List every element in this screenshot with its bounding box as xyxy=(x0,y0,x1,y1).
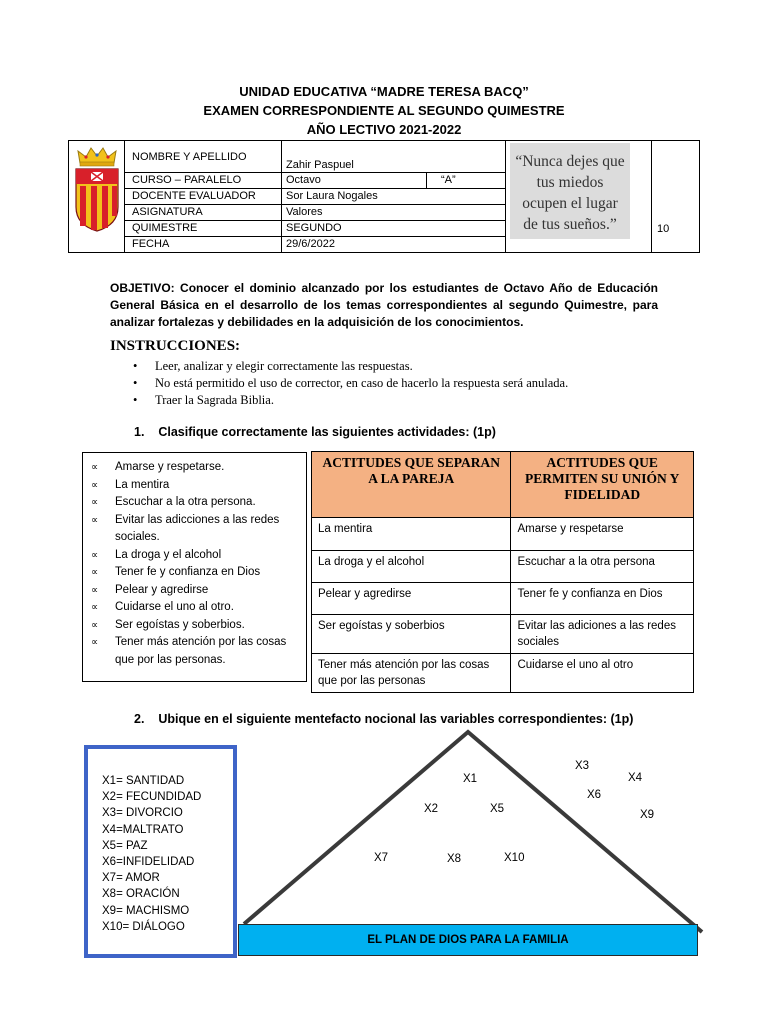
question-1-title: 1. Clasifique correctamente las siguientes actividades: (1p) xyxy=(134,425,496,439)
activity-text: Evitar las adicciones a las redes sociales. xyxy=(115,513,280,543)
variable-item: X2= FECUNDIDAD xyxy=(102,791,202,804)
table-cell: Tener fe y confianza en Dios xyxy=(511,583,694,615)
activity-text: Pelear y agredirse xyxy=(115,583,209,596)
activity-text: Amarse y respetarse. xyxy=(115,461,225,473)
bullet-icon: ∝ xyxy=(91,479,99,491)
score-value: 10 xyxy=(657,223,670,235)
placed-variable: X3 xyxy=(575,760,590,772)
header-separate-couple: ACTITUDES QUE SEPARAN A LA PAREJA xyxy=(312,452,511,518)
label-nombre: NOMBRE Y APELLIDO xyxy=(132,151,247,163)
bullet-icon: ∝ xyxy=(91,462,99,473)
school-name: UNIDAD EDUCATIVA “MADRE TERESA BACQ” xyxy=(239,84,529,99)
instruction-item: • No está permitido el uso de corrector, en caso de hacerlo la respuesta será anulada. xyxy=(133,375,568,392)
activity-text: Tener más atención por las cosas que por las personas. xyxy=(115,636,287,666)
table-cell: Amarse y respetarse xyxy=(511,518,694,551)
activity-text: La droga y el alcohol xyxy=(115,548,222,561)
table-cell: Evitar las adiciones a las redes sociales xyxy=(511,615,694,654)
variable-item: X5= PAZ xyxy=(102,839,148,852)
quimestre-value: SEGUNDO xyxy=(286,222,342,234)
subject-value: Valores xyxy=(286,206,323,218)
activity-text: Ser egoístas y soberbios. xyxy=(115,618,245,631)
placed-variable: X1 xyxy=(463,773,478,785)
bullet-icon: ∝ xyxy=(91,567,99,578)
label-curso: CURSO – PARALELO xyxy=(132,174,242,186)
bullet-icon: ∝ xyxy=(91,637,99,648)
bullet-icon: ∝ xyxy=(91,584,99,596)
parallel-value: “A” xyxy=(441,174,456,186)
instructions-title: INSTRUCCIONES: xyxy=(110,338,241,354)
table-cell: La droga y el alcohol xyxy=(312,551,511,583)
variable-item: X7= AMOR xyxy=(102,872,160,885)
quote-line: de tus sueños.” xyxy=(523,216,617,233)
quote-line: ocupen el lugar xyxy=(522,195,618,212)
label-quimestre: QUIMESTRE xyxy=(132,222,198,234)
table-cell: Cuidarse el uno al otro xyxy=(511,654,694,693)
objective-paragraph: OBJETIVO: Conocer el dominio alcanzado por los estudiantes de Octavo Año de Educación General Básica en el desarrollo de los temas correspondientes al segundo Quimestre, para analizar fortalezas y debilidades en la adquisición de los conocimientos. xyxy=(110,281,658,329)
school-year: AÑO LECTIVO 2021-2022 xyxy=(306,122,462,137)
activity-text: Escuchar a la otra persona. xyxy=(115,496,256,508)
bullet-icon: ∝ xyxy=(91,549,99,561)
table-cell: Pelear y agredirse xyxy=(312,583,511,615)
placed-variable: X9 xyxy=(640,809,655,821)
label-fecha: FECHA xyxy=(132,238,170,250)
placed-variable: X8 xyxy=(447,853,462,865)
placed-variable: X7 xyxy=(374,852,389,864)
exam-title: EXAMEN CORRESPONDIENTE AL SEGUNDO QUIMESTRE xyxy=(203,103,565,118)
variable-item: X3= DIVORCIO xyxy=(102,807,183,820)
bullet-icon: ∝ xyxy=(91,619,99,631)
placed-variable: X10 xyxy=(504,852,525,864)
quote-line: “Nunca dejes que xyxy=(515,153,625,170)
activity-text: Tener fe y confianza en Dios xyxy=(115,566,261,578)
table-cell: Escuchar a la otra persona xyxy=(511,551,694,583)
variable-item: X8= ORACIÓN xyxy=(102,888,180,901)
table-cell: Ser egoístas y soberbios xyxy=(312,615,511,654)
bullet-icon: ∝ xyxy=(91,497,99,508)
student-name-value: Zahir Paspuel xyxy=(286,159,354,171)
placed-variable: X6 xyxy=(587,789,602,801)
table-cell: La mentira xyxy=(312,518,511,551)
placed-variable: X4 xyxy=(628,772,643,784)
label-asignatura: ASIGNATURA xyxy=(132,206,203,218)
variable-item: X1= SANTIDAD xyxy=(102,775,185,787)
variable-item: X10= DIÁLOGO xyxy=(102,920,185,933)
question-2-title: 2. Ubique en el siguiente mentefacto nocional las variables correspondientes: (1p) xyxy=(134,712,634,726)
header-union-fidelity: ACTITUDES QUE PERMITEN SU UNIÓN Y FIDELIDAD xyxy=(511,452,694,518)
variable-item: X4=MALTRATO xyxy=(102,823,184,836)
bullet-icon: ∝ xyxy=(91,602,99,613)
variable-item: X9= MACHISMO xyxy=(102,904,190,917)
instruction-item: • Traer la Sagrada Biblia. xyxy=(133,392,568,409)
gods-plan-base-label: EL PLAN DE DIOS PARA LA FAMILIA xyxy=(238,924,698,956)
course-value: Octavo xyxy=(286,174,321,186)
activity-text: La mentira xyxy=(115,478,170,491)
bullet-icon: ∝ xyxy=(91,514,99,526)
placed-variable: X5 xyxy=(490,803,505,815)
teacher-value: Sor Laura Nogales xyxy=(286,190,378,202)
activity-text: Cuidarse el uno al otro. xyxy=(115,601,234,613)
label-docente: DOCENTE EVALUADOR xyxy=(132,190,256,202)
instruction-item: • Leer, analizar y elegir correctamente las respuestas. xyxy=(133,358,568,375)
date-value: 29/6/2022 xyxy=(286,238,335,250)
quote-line: tus miedos xyxy=(536,174,604,191)
placed-variable: X2 xyxy=(424,803,439,815)
variable-item: X6=INFIDELIDAD xyxy=(102,856,195,869)
table-cell: Tener más atención por las cosas que por las personas xyxy=(312,654,511,693)
